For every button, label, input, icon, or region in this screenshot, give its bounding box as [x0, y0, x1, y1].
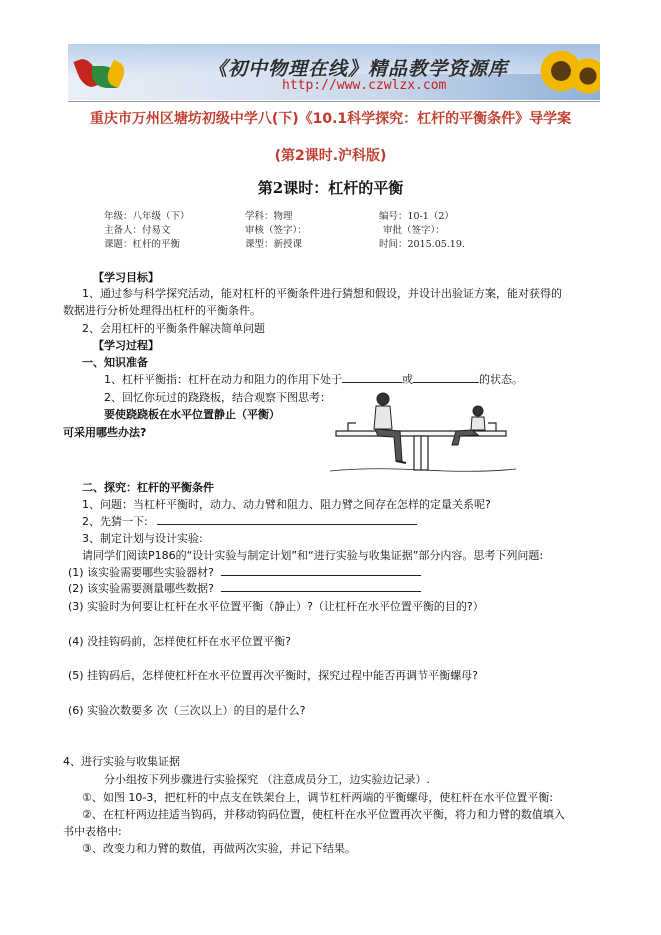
sub-question-1-text: (1) 该实验需要哪些实验器材? — [68, 566, 214, 579]
section-4-title: 4、进行实验与收集证据 — [63, 755, 180, 768]
lesson-heading: 第2课时：杠杆的平衡 — [257, 179, 404, 197]
goal-1-line-1: 1、通过参与科学探究活动，能对杠杆的平衡条件进行猜想和假设，并设计出验证方案，能对获得的 — [82, 287, 562, 300]
meta-reviewer: 审核（签字）： — [245, 225, 307, 236]
q1-text-b: 或 — [402, 373, 413, 386]
header-divider — [68, 101, 600, 102]
sub-question-2-text: (2) 该实验需要测量哪些数据? — [68, 582, 214, 595]
sub-question-3: (3) 实验时为何要让杠杆在水平位置平衡（静止）?（让杠杆在水平位置平衡的目的?） — [68, 600, 484, 613]
sub-question-1 — [68, 564, 421, 580]
answer-blank-1[interactable] — [342, 372, 402, 383]
process-heading: 【学习过程】 — [93, 339, 159, 352]
plan-heading: 3、制定计划与设计实验: — [82, 532, 203, 545]
document-title: 重庆市万州区塘坊初级中学八(下)《10.1科学探究：杠杆的平衡条件》导学案 — [89, 111, 572, 127]
meta-number: 编号：10-1（2） — [379, 211, 454, 222]
section-1-title: 一、知识准备 — [82, 356, 148, 369]
meta-date: 时间：2015.05.19. — [379, 239, 465, 250]
data-answer-blank[interactable] — [221, 581, 421, 592]
answer-blank-2[interactable] — [413, 372, 479, 383]
experiment-step-1: ①、如图 10-3，把杠杆的中点支在铁架台上，调节杠杆两端的平衡螺母，使杠杆在水平位置平衡: — [82, 791, 554, 804]
seesaw-illustration — [328, 389, 518, 475]
goal-2: 2、会用杠杆的平衡条件解决简单问题 — [82, 322, 265, 335]
meta-author: 主备人：付易文 — [104, 225, 171, 236]
sub-question-5: (5) 挂钩码后，怎样使杠杆在水平位置再次平衡时，探究过程中能否再调节平衡螺母? — [68, 669, 478, 682]
banner-url: http://www.czwlzx.com — [282, 78, 447, 93]
sub-question-2 — [68, 580, 421, 596]
section-2-title: 二、探究：杠杆的平衡条件 — [82, 481, 214, 494]
meta-subject: 学科：物理 — [245, 211, 293, 222]
document-subtitle: (第2课时.沪科版) — [274, 148, 387, 164]
guess-answer-blank[interactable] — [157, 514, 417, 525]
banner-title: 《初中物理在线》精品教学资源库 — [208, 58, 509, 80]
seesaw-question-bold: 要使跷跷板在水平位置静止（平衡） — [104, 408, 280, 421]
plan-intro: 请同学们阅读P186的“设计实验与制定计划”和“进行实验与收集证据”部分内容。思考下列问题: — [82, 549, 544, 562]
meta-grade: 年级：八年级（下） — [104, 211, 190, 222]
goals-heading: 【学习目标】 — [93, 271, 159, 284]
experiment-step-2-line-2: 书中表格中: — [63, 825, 122, 838]
q1-text-c: 的状态。 — [479, 373, 523, 386]
experiment-intro: 分小组按下列步骤进行实验探究 （注意成员分工，边实验边记录）. — [104, 773, 430, 786]
q1-text-a: 1、杠杆平衡指：杠杆在动力和阻力的作用下处于 — [104, 373, 342, 386]
experiment-step-3: ③、改变力和力臂的数值，再做两次实验，并记下结果。 — [82, 842, 356, 855]
question-seesaw: 2、回忆你玩过的跷跷板，结合观察下图思考： — [104, 391, 331, 404]
sunflower-icon — [568, 56, 600, 96]
question-balance-definition — [104, 371, 523, 387]
seesaw-question-bold-2: 可采用哪些办法? — [63, 426, 147, 439]
experiment-step-2-line-1: ②、在杠杆两边挂适当钩码，并移动钩码位置，使杠杆在水平位置再次平衡，将力和力臂的数值填入 — [82, 808, 565, 821]
meta-lesson-type: 课型：新授课 — [245, 239, 303, 250]
sub-question-4: (4) 没挂钩码前，怎样使杠杆在水平位置平衡? — [68, 635, 291, 648]
equipment-answer-blank[interactable] — [221, 565, 421, 576]
meta-approver: 审批（签字）： — [383, 225, 445, 236]
guess-label: 2、先猜一下: — [82, 515, 148, 528]
question-guess — [82, 513, 417, 529]
goal-1-line-2: 数据进行分析处理得出杠杆的平衡条件。 — [63, 304, 261, 317]
meta-topic: 课题：杠杆的平衡 — [104, 239, 181, 250]
header-banner — [68, 44, 600, 100]
question-relationship: 1、问题：当杠杆平衡时，动力、动力臂和阻力、阻力臂之间存在怎样的定量关系呢? — [82, 498, 491, 511]
sub-question-6: (6) 实验次数要多 次（三次以上）的目的是什么? — [68, 704, 306, 717]
